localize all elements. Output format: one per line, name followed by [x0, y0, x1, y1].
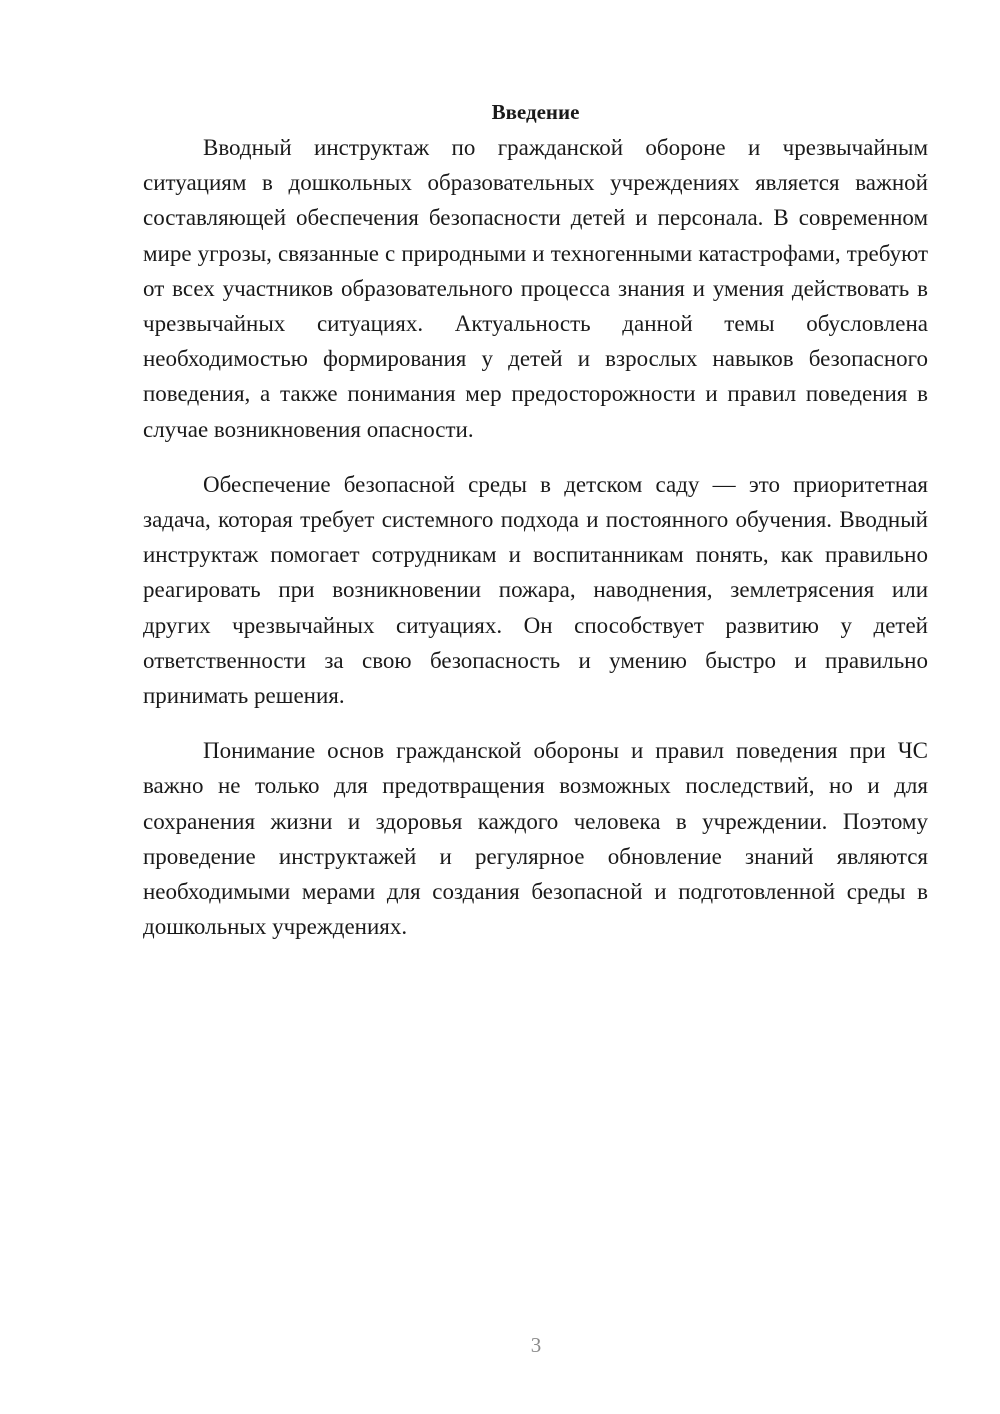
page-number: 3 [530, 1333, 542, 1357]
paragraph-2: Обеспечение безопасной среды в детском саду — это приоритетная задача, которая требует системного подхода и постоянного обучения. Вводный инструктаж помогает сотрудникам и воспитанникам понять, как правильно реагировать при возникновении пожара, наводнения, землетрясения или других чрезвычайных ситуациях. Он способствует развитию у детей ответственности за свою безопасность и умению быстро и правильно принимать решения. [143, 471, 928, 709]
paragraph-3: Понимание основ гражданской обороны и правил поведения при ЧС важно не только для предотвращения возможных последствий, но и для сохранения жизни и здоровья каждого человека в учреждении. Поэтому проведение инструктажей и регулярное обновление знаний являются необходимыми мерами для создания безопасной и подготовленной среды в дошкольных учреждениях. [143, 738, 928, 940]
section-title: Введение [491, 100, 580, 124]
paragraph-1: Вводный инструктаж по гражданской обороне и чрезвычайным ситуациям в дошкольных образовательных учреждениях является важной составляющей обеспечения безопасности детей и персонала. В современном мире угрозы, связанные с природными и техногенными катастрофами, требуют от всех участников образовательного процесса знания и умения действовать в чрезвычайных ситуациях. Актуальность данной темы обусловлена необходимостью формирования у детей и взрослых навыков безопасного поведения, а также понимания мер предосторожности и правил поведения в случае возникновения опасности. [143, 135, 928, 442]
page-content [143, 94, 928, 944]
